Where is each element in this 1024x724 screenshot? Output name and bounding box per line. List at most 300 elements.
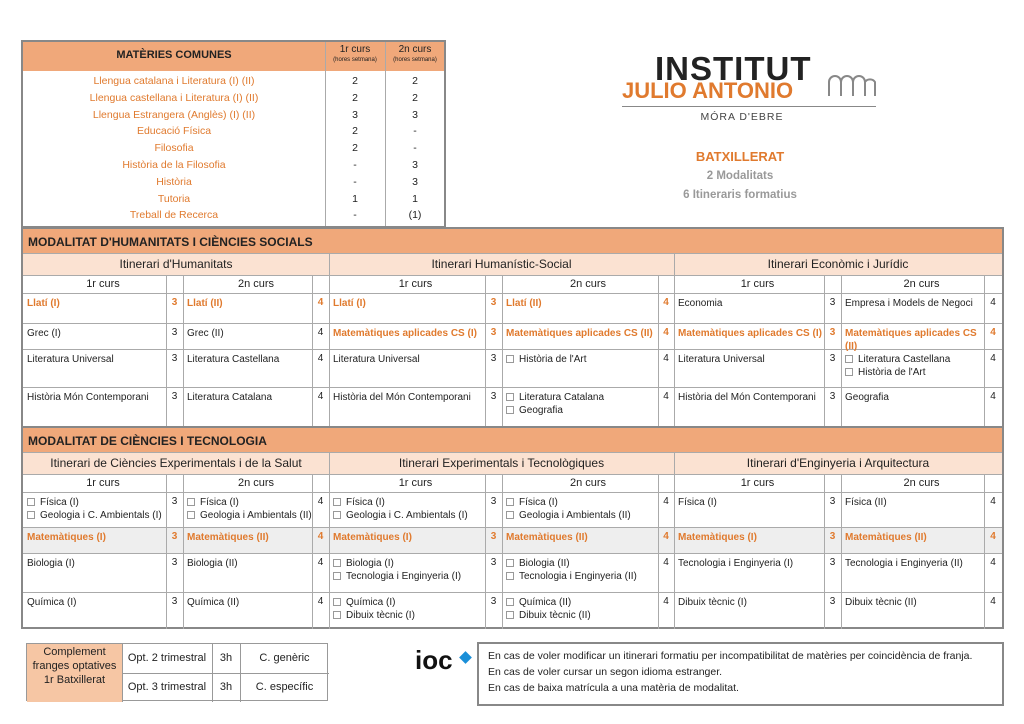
checkbox-icon xyxy=(506,611,514,619)
subject-cell xyxy=(502,387,658,426)
hours-value: 4 xyxy=(317,391,324,402)
ioc-logo: ioc xyxy=(415,645,453,675)
subject-cell xyxy=(502,293,658,323)
hours-1r: - xyxy=(353,159,357,171)
note-3: En cas de baixa matrícula a una matèria de modalitat. xyxy=(488,682,739,694)
subject-text: Història de l'Art xyxy=(858,367,926,378)
subject-text: Matemàtiques (II) xyxy=(845,532,927,543)
subject-text: Dibuix tècnic (I) xyxy=(678,597,747,608)
hours-2n: 2 xyxy=(412,91,418,104)
checkbox-icon xyxy=(27,511,35,519)
curs-2n-label: 2n curs xyxy=(237,278,275,290)
subject-cell xyxy=(502,323,658,349)
subject-name xyxy=(845,531,984,544)
subject-text: Física (I) xyxy=(346,497,385,508)
common-subjects-table xyxy=(21,40,446,228)
curs-1r-label: 1r curs xyxy=(740,278,775,290)
subject-name xyxy=(678,297,824,310)
subject-cell xyxy=(502,527,658,553)
common-row xyxy=(23,109,444,126)
hours-value: 4 xyxy=(990,353,996,364)
hours-value: 4 xyxy=(990,391,996,402)
subject-text: Literatura Universal xyxy=(678,354,765,365)
hours-value: 3 xyxy=(829,596,836,607)
hours-value: 3 xyxy=(490,327,497,338)
subject-text: Geologia i Ambientals (II) xyxy=(519,510,631,521)
hours-value: 4 xyxy=(663,297,669,308)
subject-text: Física (I) xyxy=(519,497,558,508)
checkbox-icon xyxy=(506,572,514,580)
hours-value: 4 xyxy=(317,596,324,607)
subject-cell xyxy=(183,553,312,592)
hours-1r: 2 xyxy=(352,75,358,87)
subject-cell xyxy=(23,553,166,592)
subject-name xyxy=(506,509,658,522)
hours-value: 3 xyxy=(829,327,836,338)
subject-text: Història del Món Contemporani xyxy=(678,392,816,403)
checkbox-icon xyxy=(506,559,514,567)
subject-text: Economia xyxy=(678,298,723,309)
curs-1r-label: 1r curs xyxy=(398,477,433,489)
common-row xyxy=(23,159,444,176)
hours-value: 3 xyxy=(490,531,497,542)
checkbox-icon xyxy=(845,368,853,376)
subject-text: Tecnologia i Enginyeria (I) xyxy=(678,558,794,569)
subject-name xyxy=(27,596,166,609)
subject-text: Grec (II) xyxy=(187,328,224,339)
subject-cell xyxy=(183,527,312,553)
subject-name xyxy=(678,531,824,544)
subject-cell xyxy=(329,293,485,323)
subject-name xyxy=(27,297,166,310)
subject-name xyxy=(678,596,824,609)
hours-value: 3 xyxy=(171,496,178,507)
checkbox-icon xyxy=(333,611,341,619)
subject-text: Llatí (II) xyxy=(506,298,542,309)
subject-cell xyxy=(329,349,485,387)
hours-value: 3 xyxy=(490,353,497,364)
subject-text: Biologia (II) xyxy=(519,558,570,569)
hours-value: 3 xyxy=(171,557,178,568)
hours-value: 4 xyxy=(663,596,669,607)
subject-text: Literatura Universal xyxy=(27,354,114,365)
subject-text: Química (II) xyxy=(187,597,240,608)
subject-text: Geologia i Ambientals (II) xyxy=(200,510,312,521)
common-row xyxy=(23,209,444,226)
checkbox-icon xyxy=(187,498,195,506)
optatives-table xyxy=(26,643,328,701)
common-row xyxy=(23,75,444,92)
subject-text: Dibuix tècnic (II) xyxy=(519,610,591,621)
curs-1r-label: 1r curs xyxy=(398,278,433,290)
subject-name xyxy=(333,557,485,570)
subject-cell xyxy=(23,349,166,387)
col-1r: 1r curs (hores setmana) xyxy=(333,44,377,63)
subject-text: Tecnologia i Enginyeria (I) xyxy=(346,571,462,582)
itinerari-title: Itinerari de Ciències Experimentals i de la Salut xyxy=(23,452,329,474)
subject-name xyxy=(187,531,312,544)
itineraris-count: 6 Itineraris formatius xyxy=(683,189,797,201)
opt-row-1: Opt. 2 trimestral xyxy=(127,652,207,664)
col-2n: 2n curs (hores setmana) xyxy=(393,44,437,63)
subject-name xyxy=(333,353,485,366)
subject-text: Matemàtiques (I) xyxy=(678,532,757,543)
logo-institut: INSTITUT xyxy=(655,50,812,87)
subject-name xyxy=(506,327,658,340)
subject-name xyxy=(506,353,658,366)
subject-text: Tecnologia i Enginyeria (II) xyxy=(845,558,963,569)
subject-text: Història del Món Contemporani xyxy=(333,392,471,403)
logo-julio-antonio: JULIO ANTONIO xyxy=(622,78,794,103)
subject-name xyxy=(333,531,485,544)
subject-cell xyxy=(674,323,824,349)
subject-text: Llatí (I) xyxy=(27,298,60,309)
subject-cell xyxy=(329,592,485,629)
subject-name xyxy=(27,531,166,544)
subject-name xyxy=(678,353,824,366)
hours-value: 3 xyxy=(490,391,497,402)
hours-value: 4 xyxy=(663,557,669,568)
checkbox-icon xyxy=(506,393,514,401)
subject-name xyxy=(333,297,485,310)
checkbox-icon xyxy=(333,498,341,506)
subject-text: Literatura Castellana xyxy=(187,354,280,365)
subject-cell xyxy=(183,293,312,323)
hours-value: 4 xyxy=(317,531,324,542)
hours-1r: 2 xyxy=(352,91,358,104)
hours-1r: - xyxy=(353,209,357,222)
subject-text: Matemàtiques (II) xyxy=(506,532,588,543)
subject-name xyxy=(506,609,658,622)
subject-cell xyxy=(23,293,166,323)
subject-name xyxy=(845,391,984,404)
modalitat-header: MODALITAT D'HUMANITATS I CIÈNCIES SOCIALS xyxy=(23,229,1002,253)
hours-2n: (1) xyxy=(408,209,422,222)
subject-name: Educació Física xyxy=(136,125,212,138)
subject-name xyxy=(333,570,485,583)
hours-2n: 1 xyxy=(412,192,418,205)
hours-value: 4 xyxy=(317,353,324,364)
subject-name xyxy=(27,496,166,509)
opt-row-2-type: C. específic xyxy=(255,681,314,693)
humanitats-section xyxy=(21,227,1004,428)
subject-text: Llatí (I) xyxy=(333,298,366,309)
subject-cell xyxy=(23,527,166,553)
optatives-label: Complement franges optatives 1r Batxillerat xyxy=(27,644,122,702)
hours-value: 4 xyxy=(317,297,324,308)
modalitat-header: MODALITAT DE CIÈNCIES I TECNOLOGIA xyxy=(23,428,1002,452)
hours-value: 3 xyxy=(829,353,836,364)
subject-cell xyxy=(329,553,485,592)
checkbox-icon xyxy=(506,498,514,506)
hours-value: 3 xyxy=(829,496,836,507)
subject-text: Matemàtiques aplicades CS (I) xyxy=(333,328,477,339)
modalitats-count: 2 Modalitats xyxy=(706,170,774,182)
hours-value: 3 xyxy=(171,327,178,338)
common-row xyxy=(23,92,444,109)
common-row xyxy=(23,142,444,159)
subject-text: Física (I) xyxy=(678,497,717,508)
subject-text: Matemàtiques (II) xyxy=(187,532,269,543)
batxillerat-title: BATXILLERAT xyxy=(695,149,785,164)
subject-cell xyxy=(23,592,166,629)
curs-1r-label: 1r curs xyxy=(740,477,775,489)
subject-name xyxy=(506,531,658,544)
hours-value: 3 xyxy=(490,596,497,607)
subject-text: Física (II) xyxy=(845,497,887,508)
subject-cell xyxy=(502,492,658,527)
subject-name xyxy=(845,557,984,570)
hours-value: 3 xyxy=(171,297,178,308)
hours-2n: - xyxy=(413,125,417,138)
subject-cell xyxy=(183,323,312,349)
subject-text: Geografia xyxy=(845,392,889,403)
hours-1r: 2 xyxy=(352,142,358,155)
subject-text: Química (II) xyxy=(519,597,572,608)
opt-row-2-hours: 3h xyxy=(219,681,233,693)
subject-text: Matemàtiques aplicades CS (I) xyxy=(678,328,822,339)
subject-text: Empresa i Models de Negoci xyxy=(845,298,973,309)
checkbox-icon xyxy=(506,355,514,363)
subject-cell xyxy=(841,553,984,592)
subject-cell xyxy=(674,387,824,426)
subject-name xyxy=(845,297,984,310)
subject-cell xyxy=(841,323,984,352)
hours-value: 4 xyxy=(317,327,324,338)
subject-text: Física (I) xyxy=(40,497,79,508)
common-row xyxy=(23,193,444,210)
logo-town: MÓRA D'EBRE xyxy=(700,111,784,123)
subject-text: Matemàtiques aplicades CS (II) xyxy=(845,328,977,352)
hours-1r: - xyxy=(353,175,357,188)
hours-value: 3 xyxy=(490,496,497,507)
subject-name xyxy=(678,496,824,509)
curs-2n-label: 2n curs xyxy=(237,477,275,489)
itinerari-title: Itinerari Econòmic i Jurídic xyxy=(674,253,1002,275)
subject-text: Història de l'Art xyxy=(519,354,587,365)
checkbox-icon xyxy=(333,559,341,567)
subject-cell xyxy=(23,492,166,527)
hours-value: 4 xyxy=(990,596,996,607)
hours-2n: - xyxy=(413,142,417,155)
subject-cell xyxy=(183,492,312,527)
subject-name xyxy=(678,391,824,404)
subject-name: Treball de Recerca xyxy=(129,209,219,222)
common-row xyxy=(23,176,444,193)
hours-value: 4 xyxy=(990,297,996,308)
ciencies-section xyxy=(21,426,1004,629)
subject-text: Matemàtiques (I) xyxy=(27,532,106,543)
hours-1r: 3 xyxy=(352,108,358,121)
checkbox-icon xyxy=(333,511,341,519)
note-1: En cas de voler modificar un itinerari formatiu per incompatibilitat de matèries per coincidència de franja. xyxy=(488,650,973,662)
hours-value: 4 xyxy=(663,327,669,338)
subject-text: Geologia i C. Ambientals (I) xyxy=(40,510,162,521)
subject-text: Geologia i C. Ambientals (I) xyxy=(346,510,468,521)
subject-cell xyxy=(674,553,824,592)
subject-cell xyxy=(841,349,984,387)
hours-value: 4 xyxy=(990,557,996,568)
subject-cell xyxy=(674,293,824,323)
curs-2n-label: 2n curs xyxy=(569,477,607,489)
subject-text: Física (I) xyxy=(200,497,239,508)
curs-2n-label: 2n curs xyxy=(903,278,940,290)
subject-text: Literatura Catalana xyxy=(519,392,605,403)
subject-text: Llatí (II) xyxy=(187,298,223,309)
hours-2n: 3 xyxy=(412,159,418,171)
subject-name xyxy=(333,327,485,340)
subject-name: Llengua castellana i Literatura (I) (II) xyxy=(89,91,259,104)
subject-cell xyxy=(329,323,485,349)
subject-cell xyxy=(674,492,824,527)
subject-name xyxy=(333,609,485,622)
subject-name xyxy=(27,557,166,570)
common-header xyxy=(23,42,444,71)
hours-value: 4 xyxy=(663,496,669,507)
subject-name xyxy=(27,353,166,366)
opt-row-1-type: C. genèric xyxy=(259,652,310,664)
subject-name xyxy=(333,496,485,509)
subject-text: Literatura Castellana xyxy=(858,354,951,365)
subject-text: Dibuix tècnic (I) xyxy=(346,610,415,621)
subject-text: Química (I) xyxy=(27,597,77,608)
subject-name xyxy=(845,596,984,609)
subject-text: Dibuix tècnic (II) xyxy=(845,597,917,608)
curs-2n-label: 2n curs xyxy=(903,477,940,489)
checkbox-icon xyxy=(333,572,341,580)
subject-name xyxy=(506,404,658,417)
subject-cell xyxy=(674,349,824,387)
subject-name xyxy=(678,327,824,340)
subject-name xyxy=(506,297,658,310)
subject-name xyxy=(506,496,658,509)
logo-divider xyxy=(622,106,876,107)
subject-name xyxy=(845,496,984,509)
grid-line xyxy=(23,253,1002,254)
hours-value: 3 xyxy=(171,391,178,402)
ioc-dot-icon xyxy=(459,651,472,664)
subject-text: Matemàtiques (I) xyxy=(333,532,412,543)
subject-name xyxy=(187,596,312,609)
subject-name xyxy=(187,391,312,404)
subject-text: Biologia (II) xyxy=(187,558,238,569)
hours-value: 4 xyxy=(663,391,669,402)
subject-name xyxy=(187,509,312,522)
hours-value: 4 xyxy=(990,496,996,507)
subject-name xyxy=(187,353,312,366)
subject-cell xyxy=(841,387,984,426)
hours-value: 3 xyxy=(171,353,178,364)
checkbox-icon xyxy=(27,498,35,506)
itinerari-title: Itinerari d'Enginyeria i Arquitectura xyxy=(674,452,1002,474)
subject-cell xyxy=(23,387,166,426)
checkbox-icon xyxy=(506,598,514,606)
hours-value: 3 xyxy=(171,531,178,542)
subject-cell xyxy=(841,592,984,629)
subject-cell xyxy=(183,387,312,426)
checkbox-icon xyxy=(506,511,514,519)
subject-name xyxy=(333,596,485,609)
subject-text: Biologia (I) xyxy=(346,558,394,569)
subject-name: Filosofia xyxy=(154,142,194,155)
subject-text: Literatura Catalana xyxy=(187,392,273,403)
subject-name xyxy=(187,557,312,570)
subject-name xyxy=(187,327,312,340)
common-row xyxy=(23,125,444,142)
subject-cell xyxy=(502,592,658,629)
subject-name xyxy=(506,557,658,570)
itinerari-title: Itinerari Experimentals i Tecnològiques xyxy=(329,452,674,474)
subject-name: Llengua Estrangera (Anglès) (I) (II) xyxy=(92,108,256,121)
hours-value: 3 xyxy=(171,596,178,607)
subject-cell xyxy=(329,492,485,527)
hours-value: 3 xyxy=(829,531,836,542)
subject-text: Literatura Universal xyxy=(333,354,420,365)
hours-value: 4 xyxy=(990,531,996,542)
subject-name xyxy=(27,327,166,340)
hours-2n: 3 xyxy=(412,108,418,121)
common-title: MATÈRIES COMUNES xyxy=(116,49,232,61)
subject-cell xyxy=(502,349,658,387)
subject-name xyxy=(506,596,658,609)
subject-cell xyxy=(674,592,824,629)
subject-name: Llengua catalana i Literatura (I) (II) xyxy=(93,75,255,87)
itinerari-title: Itinerari d'Humanitats xyxy=(23,253,329,275)
hours-value: 4 xyxy=(317,496,324,507)
hours-2n: 3 xyxy=(412,175,418,188)
hours-value: 3 xyxy=(829,297,836,308)
subject-name xyxy=(333,391,485,404)
hours-value: 3 xyxy=(829,391,836,402)
hours-value: 3 xyxy=(490,557,497,568)
subject-text: Tecnologia i Enginyeria (II) xyxy=(519,571,637,582)
hours-value: 4 xyxy=(990,327,996,338)
hours-1r: 1 xyxy=(352,192,358,205)
subject-name: Tutoria xyxy=(157,192,191,205)
subject-cell xyxy=(183,592,312,629)
grid-line xyxy=(23,452,1002,453)
hours-value: 3 xyxy=(490,297,497,308)
opt-row-1-hours: 3h xyxy=(219,652,233,664)
subject-cell xyxy=(841,492,984,527)
checkbox-icon xyxy=(187,511,195,519)
subject-text: Química (I) xyxy=(346,597,396,608)
itinerari-title: Itinerari Humanístic-Social xyxy=(329,253,674,275)
subject-cell xyxy=(841,527,984,553)
subject-name: Història de la Filosofia xyxy=(122,159,226,171)
subject-text: Biologia (I) xyxy=(27,558,75,569)
hours-value: 4 xyxy=(663,353,669,364)
subject-text: Geografia xyxy=(519,405,563,416)
subject-name xyxy=(678,557,824,570)
hours-value: 4 xyxy=(663,531,669,542)
subject-text: Matemàtiques aplicades CS (II) xyxy=(506,328,653,339)
subject-name xyxy=(187,297,312,310)
subject-name xyxy=(187,496,312,509)
subject-text: Història Món Contemporani xyxy=(27,392,149,403)
subject-name xyxy=(27,391,166,404)
subject-text: Grec (I) xyxy=(27,328,61,339)
subject-name xyxy=(27,509,166,522)
hours-value: 4 xyxy=(317,557,324,568)
subject-name: Història xyxy=(156,175,192,188)
subject-cell xyxy=(674,527,824,553)
arches-logo-icon xyxy=(825,68,877,98)
subject-name xyxy=(845,366,984,379)
subject-cell xyxy=(329,527,485,553)
subject-cell xyxy=(183,349,312,387)
curs-1r-label: 1r curs xyxy=(86,278,120,290)
